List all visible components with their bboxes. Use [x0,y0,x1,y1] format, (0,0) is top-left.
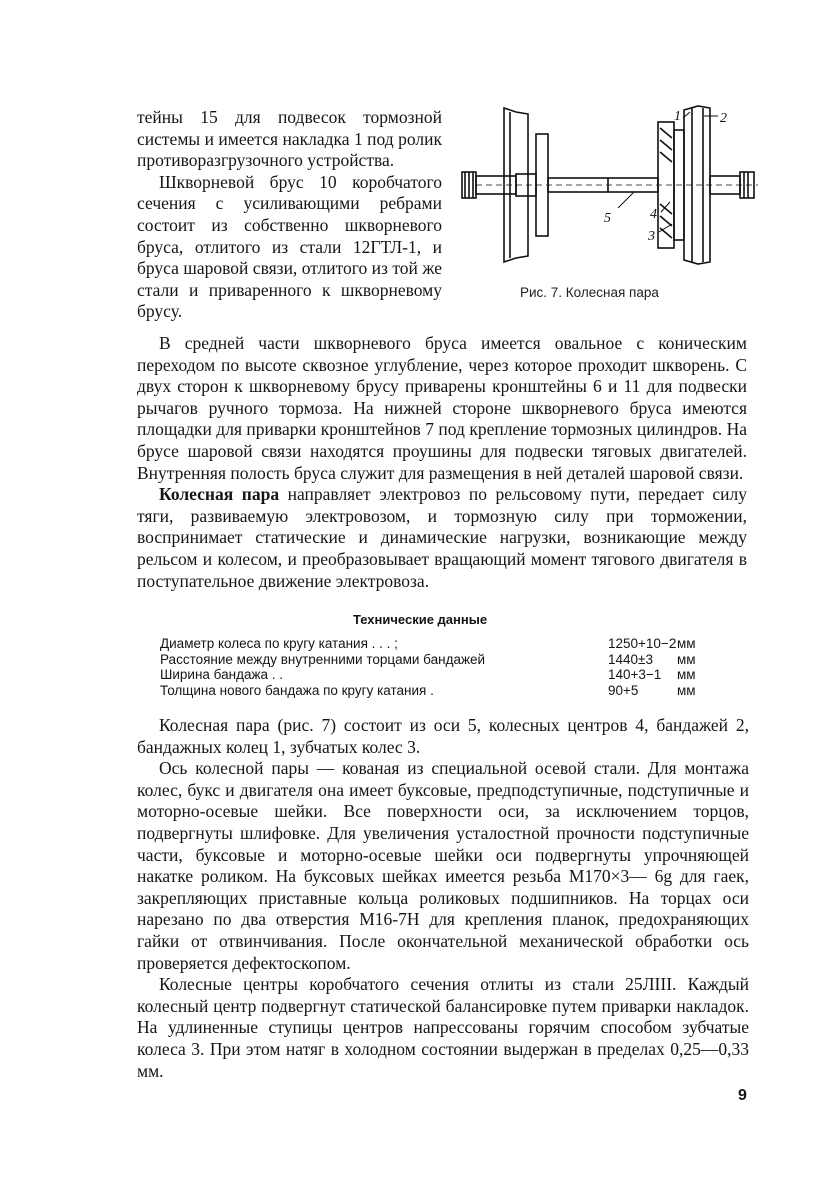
figure-label-3: 3 [648,229,655,244]
spec-row [160,652,720,668]
figure-label-1: 1 [674,109,681,124]
spec-row [160,667,720,683]
wheelset-figure [458,104,758,304]
figure-label-2: 2 [720,111,727,126]
paragraph-intro-2: Шкворневой брус 10 коробчатого сечения с усиливающими ребрами состоит из собственно шкворневого бруса, отлитого из стали 12ГТЛ-1, и бруса шаровой связи, отлитого из той же стали и приваренного к шкворневому брусу. [137,171,442,322]
main-text [137,333,747,592]
intro-text [137,107,442,323]
spec-unit: мм [677,636,696,651]
spec-label: Толщина нового бандажа по кругу катания . [160,682,434,698]
spec-unit: мм [677,651,696,667]
spec-value: 1250+10−2 [608,636,677,651]
wheelset-drawing [458,104,758,284]
spec-row [160,683,720,699]
wheelset-lead: Колесная пара [159,484,280,505]
figure-label-5: 5 [604,211,611,226]
spec-row [160,636,720,652]
figure-label-4: 4 [650,207,657,222]
spec-value: 1440±3 [608,651,653,667]
specs-title: Технические данные [352,612,488,627]
body-text-2 [137,715,749,1082]
paragraph-5: Колесная пара (рис. 7) состоит из оси 5, колесных центров 4, бандажей 2, бандажных колец 1, зубчатых колес 3. [137,715,749,757]
spec-value: 90+5 [608,682,639,698]
spec-unit: мм [677,667,696,682]
spec-unit: мм [677,682,696,698]
spec-label: Диаметр колеса по кругу катания . . . ; [160,636,398,651]
spec-label: Расстояние между внутренними торцами бандажей [160,651,486,667]
paragraph-6: Ось колесной пары — кованая из специальной осевой стали. Для монтажа колес, букс и двигателя она имеет буксовые, предподступичные, подступичные и моторно-осевые шейки. Все поверхности оси, за исключением торцов, подвергнуты шлифовке. Для увеличения усталостной прочности подступичные части, буксовые и моторно-осевые шейки оси подвергнуты упрочняющей накатке роликом. На буксовых шейках имеется резьба M170×3— 6g для гаек, закрепляющих приставные кольца роликовых подшипников. На торцах оси нарезано по два отверстия M16-7H для крепления планок, предохраняющих гайки от отвинчивания. После окончательной механической обработки ось проверяется дефектоскопом. [137,758,749,973]
spec-value: 140+3−1 [608,667,662,682]
page-number: 9 [738,1087,747,1104]
paragraph-7: Колесные центры коробчатого сечения отлиты из стали 25ЛIII. Каждый колесный центр подвергнут статической балансировке путем приварки накладок. На удлиненные ступицы центров напрессованы горячим способом зубчатые колеса 3. При этом натяг в холодном состоянии выдержан в пределах 0,25—0,33 мм. [137,974,749,1081]
spec-label: Ширина бандажа . . [160,667,283,682]
paragraph-4 [137,484,747,592]
paragraph-4-rest: направляет электровоз по рельсовому пути, передает силу тяги, развиваемую электровозом, и тормозную силу при торможении, воспринимает статические и динамические нагрузки, возникающие между рельсом и колесом, и преобразовывает вращающий момент тягового двигателя в поступательное движение электровоза. [137,484,747,591]
specs-table [160,636,720,698]
paragraph-intro-1: тейны 15 для подвесок тормозной системы и имеется накладка 1 под ролик противоразгрузочного устройства. [137,107,442,171]
paragraph-3: В средней части шкворневого бруса имеется овальное с коническим переходом по высоте сквозное углубление, через которое проходит шкворень. С двух сторон к шкворневому брусу приварены кронштейны 6 и 11 для подвески рычагов ручного тормоза. На нижней стороне шкворневого бруса имеются площадки для приварки кронштейнов 7 под крепление тормозных цилиндров. На брусе шаровой связи находятся проушины для подвески тяговых двигателей. Внутренняя полость бруса служит для размещения в ней деталей шаровой связи. [137,333,747,483]
figure-caption: Рис. 7. Колесная пара [520,285,659,300]
